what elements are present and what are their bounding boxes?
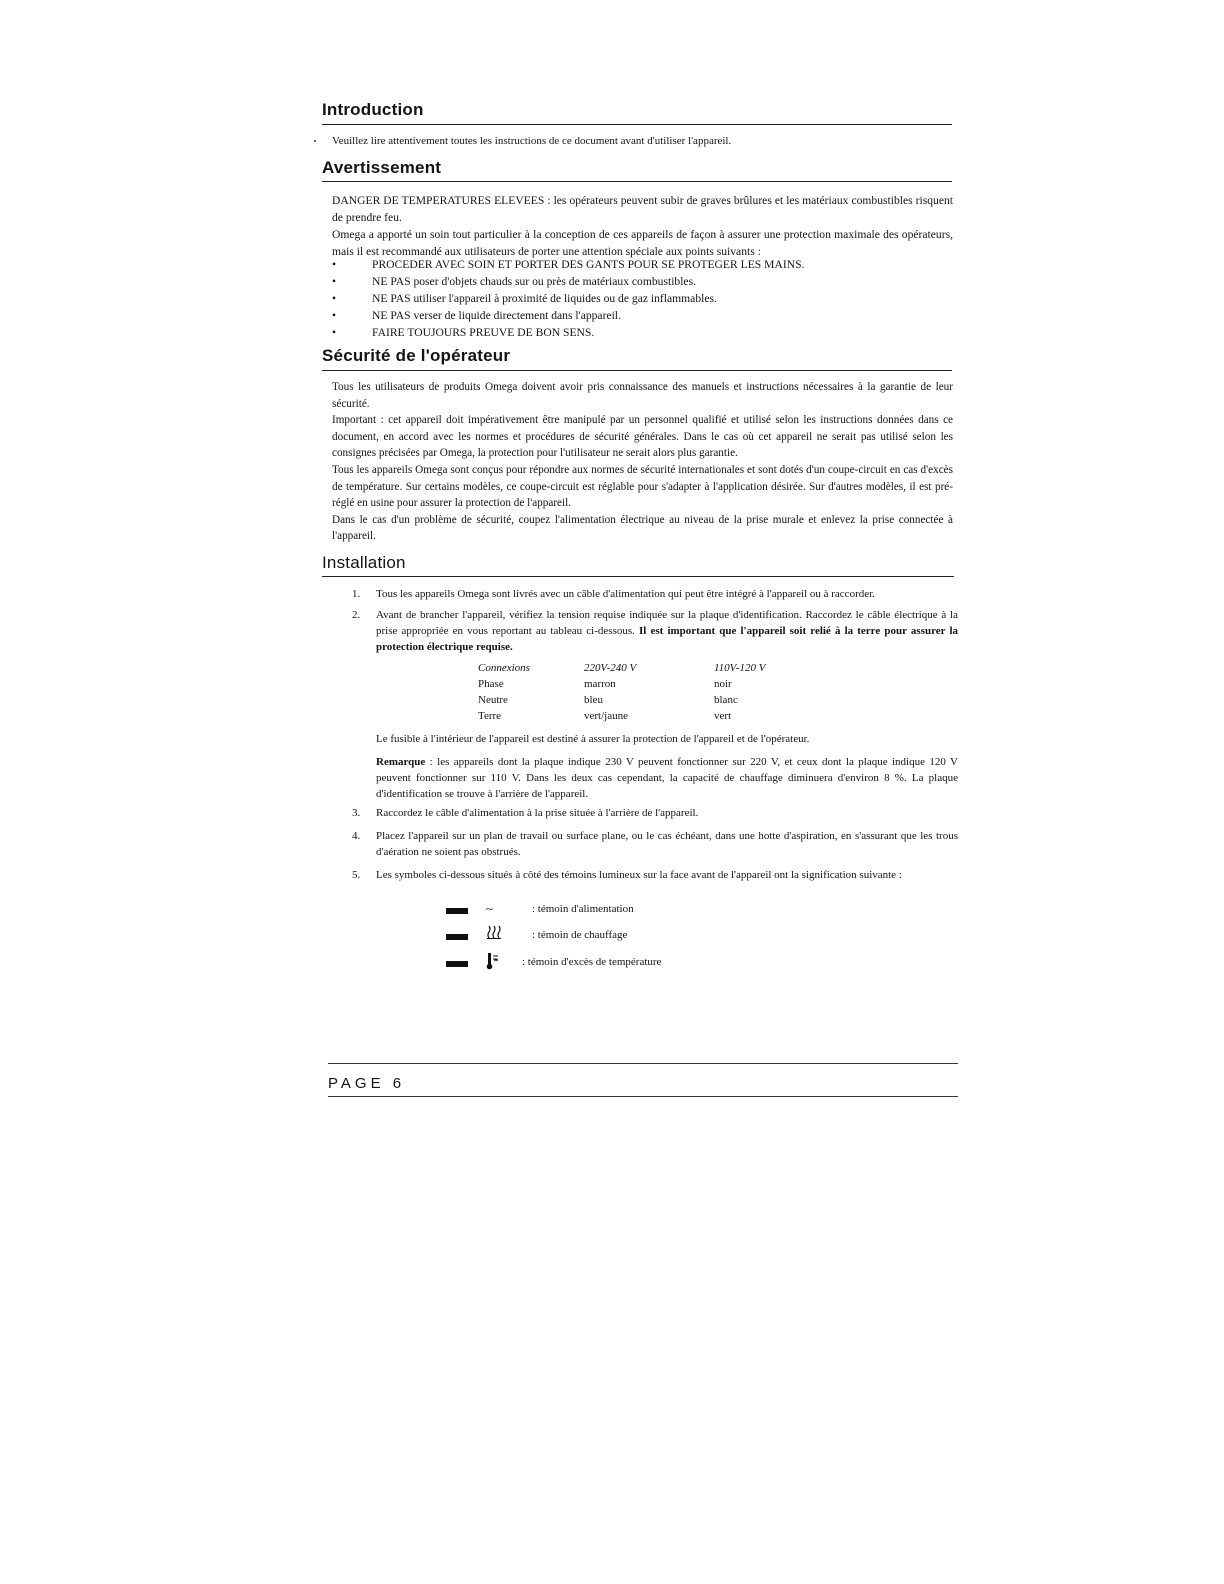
table-cell: marron (584, 678, 616, 690)
symbol-row-power (446, 903, 746, 923)
list-item: • FAIRE TOUJOURS PREUVE DE BON SENS. (332, 326, 595, 339)
symbol-label: : témoin d'alimentation (532, 903, 634, 915)
installation-notes (352, 731, 958, 802)
list-item (352, 867, 958, 883)
step-text: Avant de brancher l'appareil, vérifiez la tension requise indiquée sur la plaque d'identification. Raccordez le câble électrique à la prise appropriée en vous reportant au tableau ci-dessous. (376, 609, 958, 637)
remark-label: Remarque (376, 756, 426, 768)
table-cell: noir (714, 678, 732, 690)
remark-note (376, 754, 958, 802)
step-bold-text: Il est important que l'appareil soit relié à la terre pour assurer la protection électrique requise. (376, 625, 959, 653)
step-text: Les symboles ci-dessous situés à côté des témoins lumineux sur la face avant de l'appareil ont la signification suivante : (376, 869, 902, 881)
introduction-rule (322, 124, 952, 125)
warning-paragraphs (332, 192, 953, 260)
warning-paragraph: Omega a apporté un soin tout particulier à la conception de ces appareils de façon à assurer une protection maximale des opérateurs, mais il est recommandé aux utilisateurs de porter une attention spéciale aux points suivants : (332, 228, 953, 258)
step-text: Raccordez le câble d'alimentation à la prise située à l'arrière de l'appareil. (376, 807, 699, 819)
table-row (478, 710, 765, 726)
table-cell: blanc (714, 694, 738, 706)
safety-paragraph: Dans le cas d'un problème de sécurité, coupez l'alimentation électrique au niveau de la prise murale et enlevez la prise connectée à l'appareil. (332, 513, 953, 543)
step-text: Placez l'appareil sur un plan de travail ou surface plane, ou le cas échéant, dans une hotte d'aspiration, en s'assurant que les trous d'aération ne soient pas obstrués. (376, 830, 958, 858)
step-number: 4. (352, 830, 361, 842)
table-cell: Phase (478, 678, 504, 690)
connections-table (478, 662, 765, 726)
table-cell: Terre (478, 710, 502, 722)
installation-rule (322, 576, 954, 577)
table-cell: Neutre (478, 694, 508, 706)
safety-heading: Sécurité de l'opérateur (322, 346, 511, 365)
symbol-row-overtemp (446, 956, 746, 976)
over-temperature-icon (486, 952, 500, 974)
table-row (478, 694, 765, 710)
table-row (478, 678, 765, 694)
table-cell: vert/jaune (584, 710, 628, 722)
page-number: PAGE 6 (328, 1075, 406, 1092)
footer-rule-bottom (328, 1096, 958, 1097)
warning-bullet-list (332, 256, 804, 341)
step-number: 1. (352, 588, 361, 600)
remark-text: : les appareils dont la plaque indique 230 V peuvent fonctionner sur 220 V, et ceux dont la plaque indique 120 V peuvent fonctionner sur 110 V. Dans les deux cas cependant, la capacité de chauffage diminuera d'environ 8 %. La plaque d'identification se trouve à l'arrière de l'appareil. (376, 756, 958, 800)
list-item (352, 586, 958, 602)
list-item: • NE PAS utiliser l'appareil à proximité de liquides ou de gaz inflammables. (332, 292, 717, 305)
introduction-text: Veuillez lire attentivement toutes les instructions de ce document avant d'utiliser l'appareil. (332, 135, 732, 147)
safety-paragraph: Important : cet appareil doit impérativement être manipulé par un personnel qualifié et utilisé selon les instructions données dans ce document, en accord avec les normes et procédures de sécurité générales. Dans le cas où cet appareil ne serait pas utilisé selon les consignes précisées par Omega, la protection pour l'utilisateur ne serait alors plus garantie. (332, 414, 953, 460)
warning-rule (322, 181, 952, 182)
footer-rule-top (328, 1063, 958, 1064)
warning-heading: Avertissement (322, 158, 442, 177)
list-item: • PROCEDER AVEC SOIN ET PORTER DES GANTS POUR SE PROTEGER LES MAINS. (332, 258, 805, 271)
fuse-note: Le fusible à l'intérieur de l'appareil est destiné à assurer la protection de l'appareil et de l'opérateur. (376, 733, 810, 745)
safety-rule (322, 370, 952, 371)
bullet-text: FAIRE TOUJOURS PREUVE DE BON SENS. (372, 326, 595, 339)
table-header: Connexions (478, 662, 530, 674)
table-header: 220V-240 V (584, 662, 637, 674)
list-item: • NE PAS verser de liquide directement dans l'appareil. (332, 309, 621, 322)
indicator-lamp-icon (446, 908, 468, 914)
bullet-text: NE PAS verser de liquide directement dans l'appareil. (372, 309, 621, 322)
step-number: 3. (352, 807, 361, 819)
list-item (352, 828, 958, 860)
list-item: • NE PAS poser d'objets chauds sur ou près de matériaux combustibles. (332, 275, 696, 288)
installation-steps-b (352, 805, 958, 883)
installation-heading: Installation (322, 553, 406, 572)
step-number: 5. (352, 869, 361, 881)
list-item (352, 805, 958, 821)
power-tilde-icon: ~ (486, 901, 494, 916)
symbol-label: : témoin d'excès de température (522, 956, 662, 968)
indicator-lamp-icon (446, 934, 468, 940)
table-header-row (478, 662, 765, 678)
introduction-heading: Introduction (322, 100, 424, 119)
bullet-text: PROCEDER AVEC SOIN ET PORTER DES GANTS POUR SE PROTEGER LES MAINS. (372, 258, 805, 271)
bullet-text: NE PAS poser d'objets chauds sur ou près de matériaux combustibles. (372, 275, 696, 288)
list-item (352, 607, 958, 655)
installation-steps-a (352, 586, 958, 655)
warning-paragraph: DANGER DE TEMPERATURES ELEVEES : les opérateurs peuvent subir de graves brûlures et les matériaux combustibles risquent de prendre feu. (332, 194, 953, 224)
safety-paragraphs (332, 379, 953, 545)
table-cell: bleu (584, 694, 603, 706)
bullet-text: NE PAS utiliser l'appareil à proximité de liquides ou de gaz inflammables. (372, 292, 717, 305)
symbol-label: : témoin de chauffage (532, 929, 628, 941)
table-cell: vert (714, 710, 732, 722)
scan-speck (314, 140, 316, 142)
table-header: 110V-120 V (714, 662, 766, 674)
symbol-row-heating (446, 929, 746, 949)
safety-paragraph: Tous les utilisateurs de produits Omega doivent avoir pris connaissance des manuels et instructions nécessaires à la garantie de leur sécurité. (332, 381, 953, 410)
safety-paragraph: Tous les appareils Omega sont conçus pour répondre aux normes de sécurité internationales et sont dotés d'un coupe-circuit en cas d'excès de température. Sur certains modèles, ce coupe-circuit est réglable pour s'adapter à l'application désirée. Sur d'autres modèles, il est pré-réglé en usine pour assurer la protection de l'appareil. (332, 463, 953, 510)
step-number: 2. (352, 609, 361, 621)
heating-waves-icon (486, 925, 502, 943)
step-text: Tous les appareils Omega sont livrés avec un câble d'alimentation qui peut être intégré à l'appareil ou à raccorder. (376, 588, 875, 600)
indicator-lamp-icon (446, 961, 468, 967)
